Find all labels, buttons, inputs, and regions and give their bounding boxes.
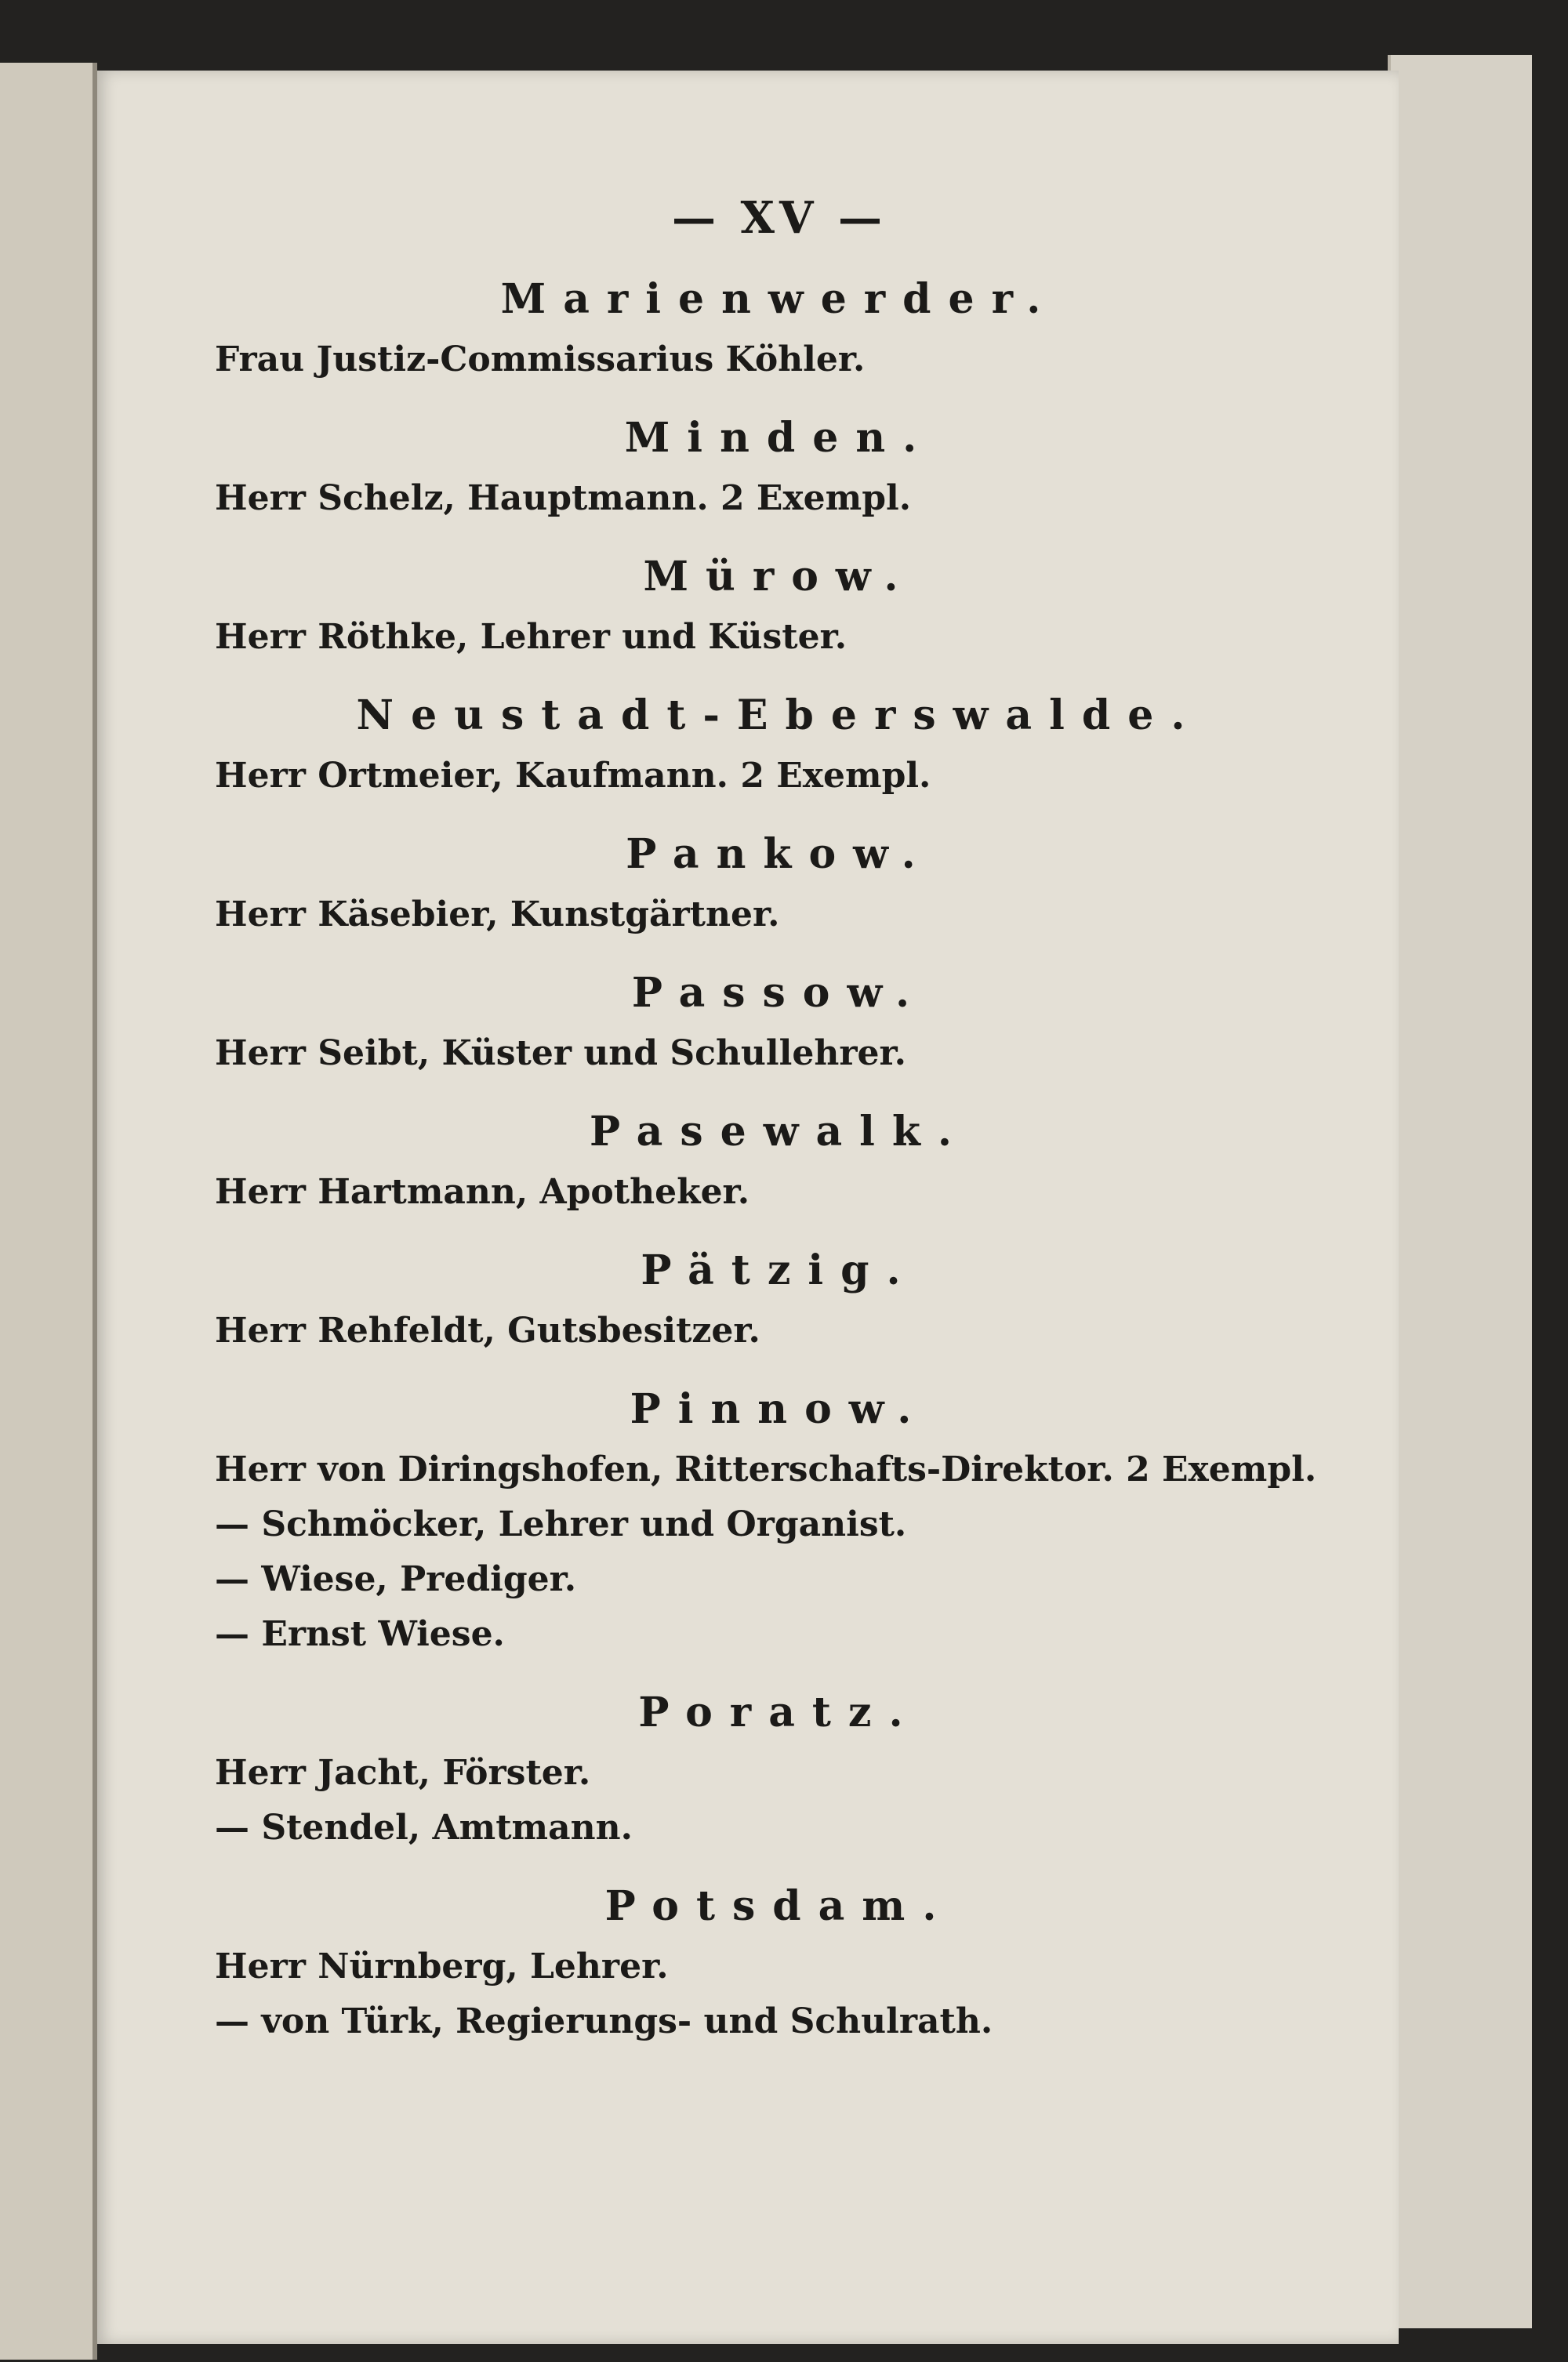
place-heading: Mürow.	[643, 553, 916, 600]
place-heading: Passow.	[631, 969, 927, 1017]
page-number: — XV —	[672, 192, 887, 244]
section-passow	[215, 969, 1344, 1081]
subscriber-entry: Herr Röthke, Lehrer und Küster.	[215, 617, 848, 657]
place-heading: Marienwerder.	[500, 275, 1058, 323]
subscriber-entry: — Wiese, Prediger.	[215, 1559, 577, 1599]
section-paetzig	[215, 1246, 1344, 1359]
subscriber-entry: Frau Justiz-Commissarius Köhler.	[215, 339, 866, 379]
place-heading: Pinnow.	[630, 1385, 929, 1433]
section-pasewalk	[215, 1108, 1344, 1220]
subscriber-entry: Herr Ortmeier, Kaufmann. 2 Exempl.	[215, 756, 931, 796]
subscriber-entry: Herr Hartmann, Apotheker.	[215, 1172, 750, 1212]
section-pinnow	[215, 1385, 1344, 1662]
place-heading: Neustadt-Eberswalde.	[356, 691, 1203, 739]
book-page	[97, 71, 1399, 2344]
section-pankow	[215, 830, 1344, 942]
place-heading: Poratz.	[638, 1689, 920, 1736]
subscriber-entry: — Ernst Wiese.	[215, 1614, 505, 1654]
place-heading: Pankow.	[626, 830, 933, 878]
subscriber-entry: Herr Schelz, Hauptmann. 2 Exempl.	[215, 478, 912, 518]
section-poratz	[215, 1689, 1344, 1856]
stacked-page-edges	[1388, 55, 1532, 2328]
section-marienwerder	[215, 275, 1344, 387]
subscriber-entry: — von Türk, Regierungs- und Schulrath.	[215, 2001, 993, 2041]
subscriber-entry: Herr Rehfeldt, Gutsbesitzer.	[215, 1311, 760, 1351]
subscriber-entry: — Schmöcker, Lehrer und Organist.	[215, 1504, 907, 1544]
subscriber-entry: Herr von Diringshofen, Ritterschafts-Direktor. 2 Exempl.	[215, 1449, 1317, 1489]
place-heading: Pätzig.	[641, 1246, 918, 1294]
section-minden	[215, 414, 1344, 526]
place-heading: Minden.	[624, 414, 935, 462]
place-heading: Potsdam.	[604, 1882, 954, 1930]
subscriber-entry: Herr Nürnberg, Lehrer.	[215, 1947, 669, 1986]
page-content	[215, 192, 1344, 2049]
subscriber-entry: Herr Jacht, Förster.	[215, 1753, 591, 1793]
subscriber-entry: — Stendel, Amtmann.	[215, 1808, 633, 1848]
left-page-edge	[0, 63, 97, 2360]
section-potsdam	[215, 1882, 1344, 2049]
subscriber-entry: Herr Seibt, Küster und Schullehrer.	[215, 1033, 906, 1073]
section-muerow	[215, 553, 1344, 665]
section-neustadt-eberswalde	[215, 691, 1344, 804]
subscriber-entry: Herr Käsebier, Kunstgärtner.	[215, 894, 780, 934]
place-heading: Pasewalk.	[589, 1108, 970, 1156]
